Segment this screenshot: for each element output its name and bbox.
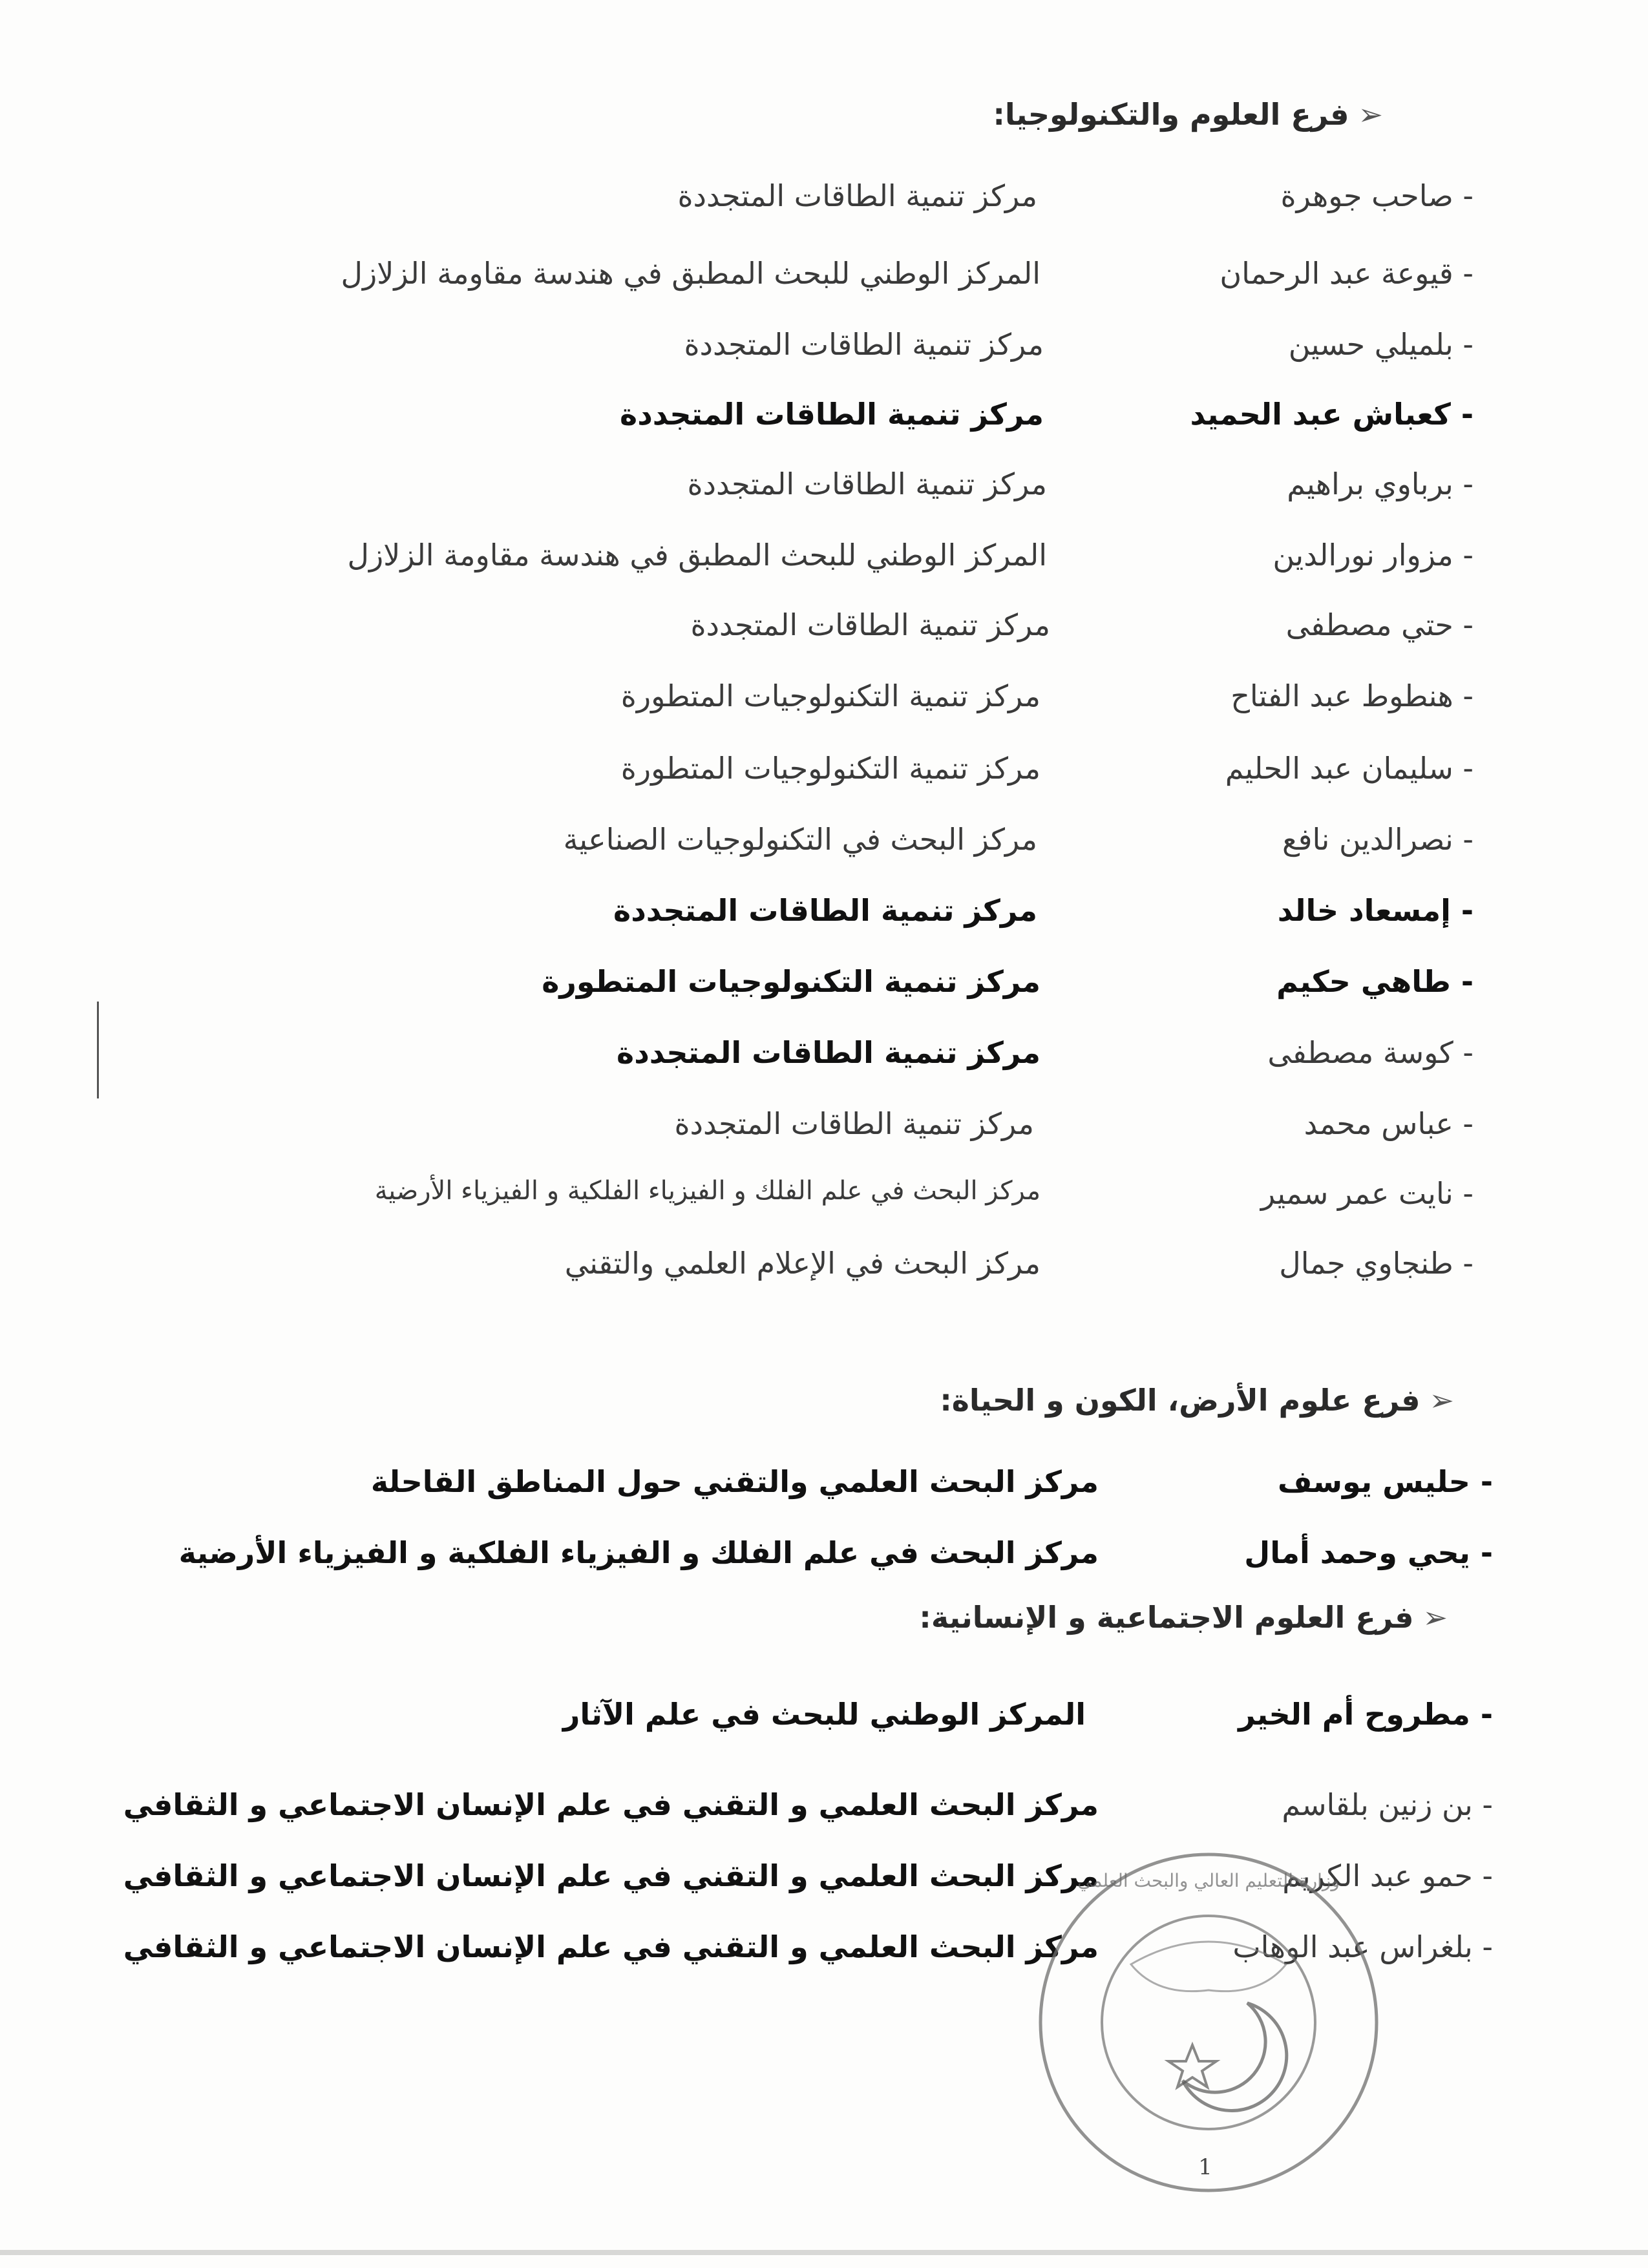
person-name: - بلميلي حسين — [1288, 327, 1474, 362]
person-name: - بلغراس عبد الوهاب — [1232, 1929, 1493, 1964]
list-item — [0, 1929, 1648, 1975]
section-title-text: فرع علوم الأرض، الكون و الحياة: — [940, 1383, 1421, 1418]
stamp-text: وزارة التعليم العالي والبحث العلمي — [1077, 1870, 1340, 1891]
list-item — [0, 1697, 1648, 1742]
stamp-inner-ring — [1102, 1916, 1315, 2129]
person-name: - مطروح أم الخير — [1238, 1697, 1493, 1732]
section-title-earth-universe-life — [940, 1383, 1454, 1418]
stamp-outer-ring — [1041, 1854, 1377, 2190]
person-name: - صاحب جوهرة — [1280, 178, 1474, 213]
research-center: مركز تنمية الطاقات المتجددة — [674, 1106, 1034, 1141]
research-center: المركز الوطني للبحث المطبق في هندسة مقاومة الزلازل — [341, 256, 1041, 291]
person-name: - قيوعة عبد الرحمان — [1220, 256, 1474, 291]
research-center: مركز البحث في علم الفلك و الفيزياء الفلكية و الفيزياء الأرضية — [178, 1535, 1099, 1570]
person-name: - كعباش عبد الحميد — [1190, 397, 1474, 432]
person-name: - حمو عبد الكريم — [1282, 1858, 1493, 1893]
research-center: المركز الوطني للبحث المطبق في هندسة مقاومة الزلازل — [347, 538, 1047, 572]
research-center: مركز تنمية الطاقات المتجددة — [687, 467, 1047, 501]
research-center: مركز تنمية التكنولوجيات المتطورة — [542, 964, 1041, 999]
list-item — [0, 1246, 1648, 1291]
research-center: مركز تنمية التكنولوجيات المتطورة — [620, 751, 1041, 786]
list-item — [0, 256, 1648, 301]
person-name: - يحي وحمد أمال — [1244, 1535, 1493, 1570]
arrow-bullet-icon: ➢ — [1422, 1600, 1448, 1635]
research-center: مركز البحث العلمي و التقني في علم الإنسان الاجتماعي و الثقافي — [123, 1787, 1099, 1822]
research-center: مركز البحث العلمي و التقني في علم الإنسان الاجتماعي و الثقافي — [123, 1929, 1099, 1964]
margin-mark — [97, 1002, 99, 1098]
list-item — [0, 467, 1648, 512]
emblem-hand-icon — [1131, 1942, 1286, 1991]
research-center: مركز البحث في الإعلام العلمي والتقني — [564, 1246, 1041, 1281]
person-name: - إمسعاد خالد — [1277, 893, 1474, 928]
list-item — [0, 1176, 1648, 1221]
list-item — [0, 751, 1648, 796]
list-item — [0, 607, 1648, 653]
official-stamp — [1034, 1848, 1383, 2197]
scan-bottom-edge — [0, 2250, 1648, 2255]
person-name: - مزوار نورالدين — [1273, 538, 1474, 572]
list-item — [0, 1535, 1648, 1580]
research-center: مركز البحث في علم الفلك و الفيزياء الفلكية و الفيزياء الأرضية — [374, 1176, 1041, 1206]
person-name: - برباوي براهيم — [1287, 467, 1474, 501]
star-icon — [1168, 2045, 1216, 2087]
section-title-social-human-sciences — [919, 1600, 1448, 1635]
person-name: - سليمان عبد الحليم — [1225, 751, 1474, 786]
list-item — [0, 1858, 1648, 1904]
section-title-text: فرع العلوم والتكنولوجيا: — [993, 97, 1349, 132]
research-center: المركز الوطني للبحث في علم الآثار — [562, 1697, 1086, 1732]
person-name: - عباس محمد — [1304, 1106, 1474, 1141]
person-name: - هنطوط عبد الفتاح — [1231, 678, 1474, 713]
section-title-science-technology — [993, 97, 1383, 132]
research-center: مركز البحث في التكنولوجيات الصناعية — [563, 822, 1037, 857]
person-name: - بن زنين بلقاسم — [1282, 1787, 1493, 1822]
person-name: - حليس يوسف — [1278, 1464, 1493, 1499]
person-name: - نايت عمر سمير — [1260, 1176, 1474, 1211]
arrow-bullet-icon: ➢ — [1358, 97, 1383, 132]
list-item — [0, 1106, 1648, 1151]
research-center: مركز تنمية الطاقات المتجددة — [690, 607, 1050, 642]
list-item — [0, 397, 1648, 442]
list-item — [0, 678, 1648, 724]
list-item — [0, 1787, 1648, 1832]
list-item — [0, 1464, 1648, 1509]
research-center: مركز تنمية الطاقات المتجددة — [613, 893, 1037, 928]
list-item — [0, 822, 1648, 867]
person-name: - نصرالدين نافع — [1282, 822, 1474, 857]
list-item — [0, 964, 1648, 1009]
research-center: مركز تنمية الطاقات المتجددة — [677, 178, 1037, 213]
person-name: - كوسة مصطفى — [1267, 1035, 1474, 1070]
list-item — [0, 327, 1648, 372]
list-item — [0, 178, 1648, 224]
research-center: مركز تنمية الطاقات المتجددة — [684, 327, 1044, 362]
research-center: مركز البحث العلمي و التقني في علم الإنسان الاجتماعي و الثقافي — [123, 1858, 1099, 1893]
person-name: - طاهي حكيم — [1276, 964, 1474, 999]
person-name: - حتي مصطفى — [1285, 607, 1474, 642]
research-center: مركز البحث العلمي والتقني حول المناطق القاحلة — [370, 1464, 1099, 1499]
research-center: مركز تنمية الطاقات المتجددة — [620, 397, 1044, 432]
list-item — [0, 538, 1648, 583]
person-name: - طنجاوي جمال — [1279, 1246, 1474, 1281]
section-title-text: فرع العلوم الاجتماعية و الإنسانية: — [919, 1600, 1414, 1635]
research-center: مركز تنمية التكنولوجيات المتطورة — [620, 678, 1041, 713]
list-item — [0, 1035, 1648, 1080]
research-center: مركز تنمية الطاقات المتجددة — [617, 1035, 1041, 1070]
list-item — [0, 893, 1648, 938]
page-number: 1 — [1198, 2154, 1212, 2180]
arrow-bullet-icon: ➢ — [1429, 1383, 1454, 1418]
